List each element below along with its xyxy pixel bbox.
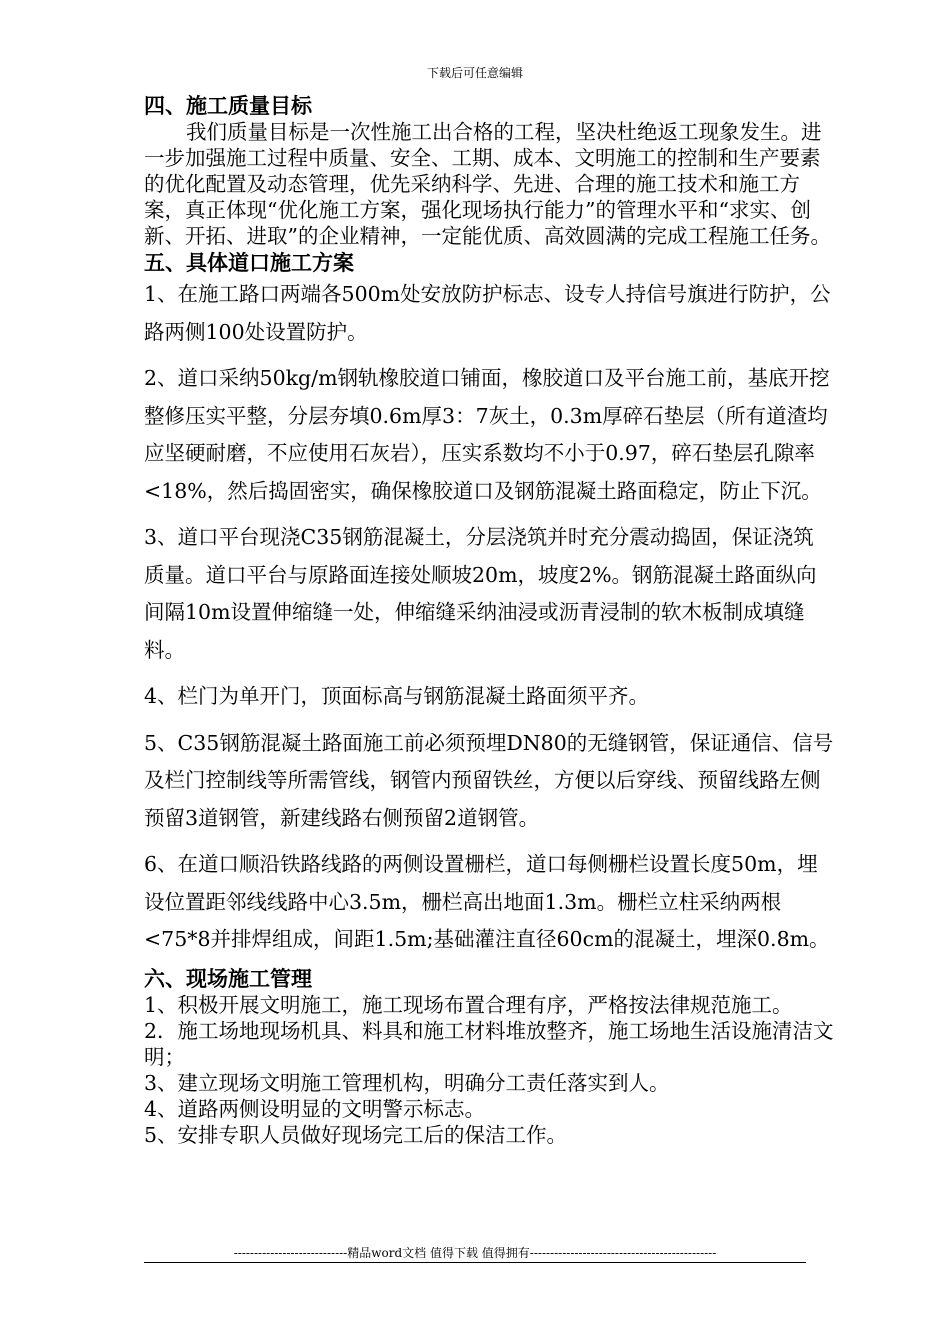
section-6-title: 六、现场施工管理	[144, 965, 312, 991]
section-5-item: 2、道口采纳50kg/m钢轨橡胶道口铺面，橡胶道口及平台施工前，基底开挖整修压实平整，分层夯填0.6m厚3：7灰土，0.3m厚碎石垫层（所有道渣均应坚硬耐磨，不应使用石灰岩），压实系数均不小于0.97，碎石垫层孔隙率<18%，然后捣固密实，确保橡胶道口及钢筋混凝土路面稳定，防止下沉。	[144, 366, 830, 503]
document-body	[144, 92, 834, 1148]
section-6-item: 1、积极开展文明施工，施工现场布置合理有序，严格按法律规范施工。	[144, 992, 793, 1017]
footer-note: ----------------------------精品word文档 值得下载 值得拥有----------------------------------------------	[233, 1246, 717, 1260]
section-5-item: 3、道口平台现浇C35钢筋混凝土，分层浇筑并时充分震动捣固，保证浇筑质量。道口平台与原路面连接处顺坡20m，坡度2%。钢筋混凝土路面纵向间隔10m设置伸缩缝一处，伸缩缝采纳油浸或沥青浸制的软木板制成填缝料。	[144, 525, 817, 662]
section-5-title: 五、具体道口施工方案	[144, 250, 354, 275]
section-5-item: 6、在道口顺沿铁路线路的两侧设置栅栏，道口每侧栅栏设置长度50m，埋设位置距邻线线路中心3.5m，栅栏高出地面1.3m。栅栏立柱采纳两根<75*8并排焊组成，间距1.5m;基础灌注直径60cm的混凝土，埋深0.8m。	[144, 852, 830, 951]
section-5-item: 1、在施工路口两端各500m处安放防护标志、设专人持信号旗进行防护，公路两侧100处设置防护。	[144, 282, 831, 344]
section-5-item: 5、C35钢筋混凝土路面施工前必须预埋DN80的无缝钢管，保证通信、信号及栏门控制线等所需管线，钢管内预留铁丝，方便以后穿线、预留线路左侧预留3道钢管，新建线路右侧预留2道钢管。	[144, 730, 834, 830]
footer-rule	[144, 1262, 806, 1263]
section-4-title: 四、施工质量目标	[144, 93, 312, 118]
section-4-body: 我们质量目标是一次性施工出合格的工程，坚决杜绝返工现象发生。进一步加强施工过程中质量、安全、工期、成本、文明施工的控制和生产要素的优化配置及动态管理，优先采纳科学、先进、合理的施工技术和施工方案，真正体现“优化施工方案，强化现场执行能力”的管理水平和“求实、创新、开拓、进取”的企业精神，一定能优质、高效圆满的完成工程施工任务。	[144, 120, 831, 248]
section-5-item: 4、栏门为单开门，顶面标高与钢筋混凝土路面须平齐。	[144, 684, 650, 708]
section-6-item: 3、建立现场文明施工管理机构，明确分工责任落实到人。	[144, 1070, 670, 1095]
section-6-item: 2．施工场地现场机具、料具和施工材料堆放整齐，施工场地生活设施清洁文明；	[144, 1018, 834, 1069]
section-6-item: 4、道路两侧设明显的文明警示标志。	[144, 1096, 486, 1121]
section-6-item: 5、安排专职人员做好现场完工后的保洁工作。	[144, 1122, 568, 1147]
header-note: 下载后可任意编辑	[426, 66, 523, 80]
